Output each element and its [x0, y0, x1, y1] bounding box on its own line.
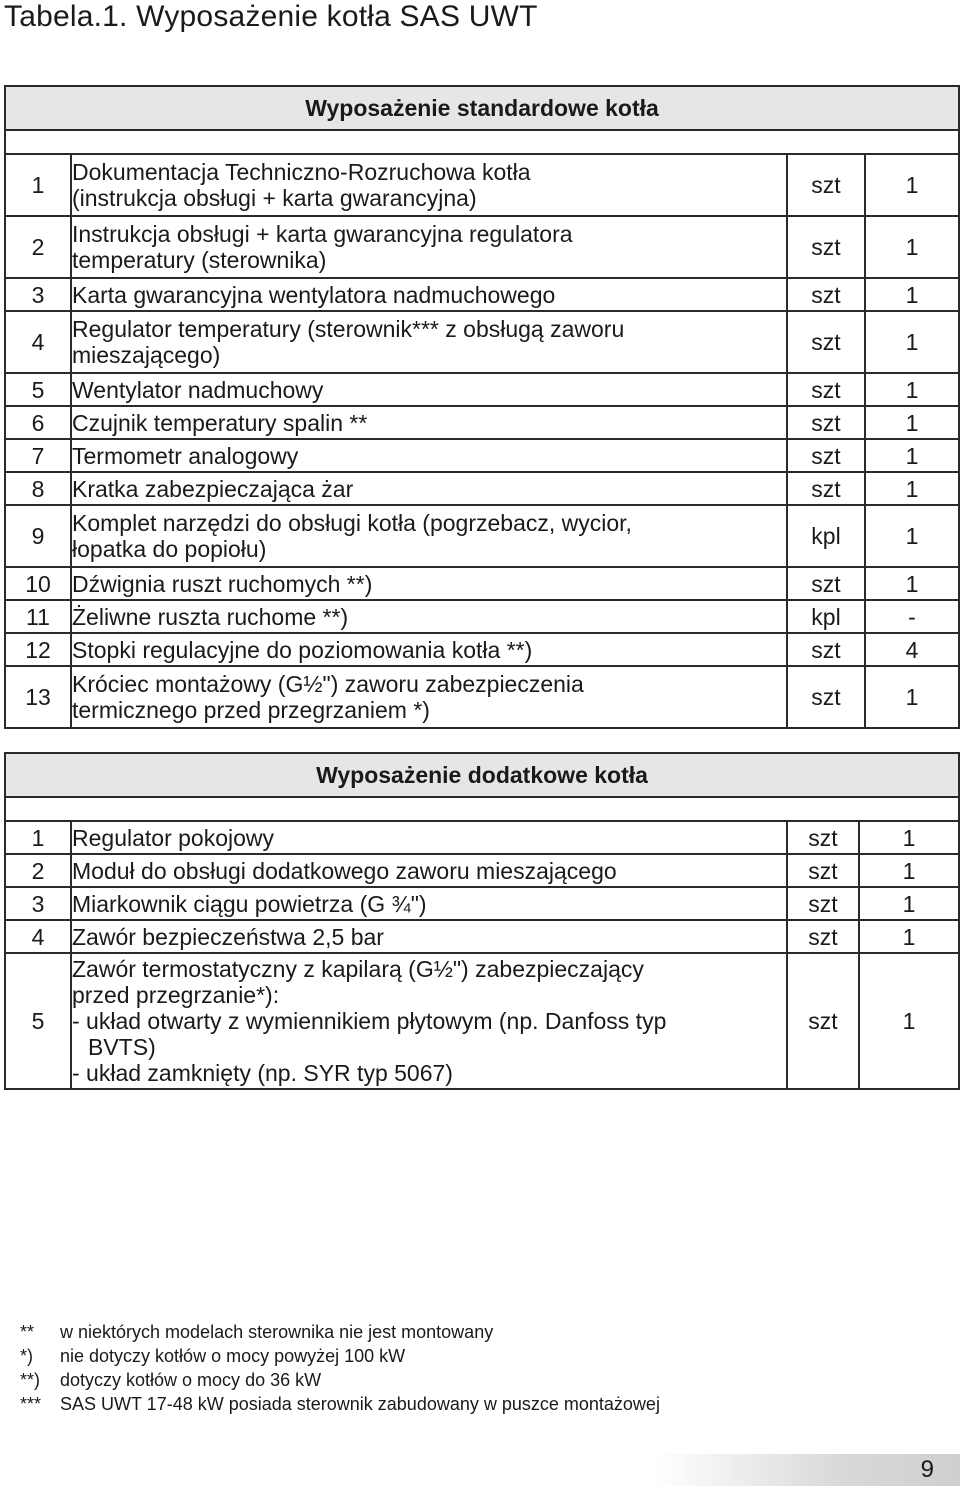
description-line: Komplet narzędzi do obsługi kotła (pogrzebacz, wycior, [72, 510, 632, 536]
row-unit: szt [787, 567, 865, 600]
row-quantity: 1 [865, 666, 959, 728]
description-line: Dźwignia ruszt ruchomych **) [72, 570, 373, 597]
row-unit: szt [787, 154, 865, 216]
row-number: 4 [5, 920, 71, 953]
row-number: 3 [5, 887, 71, 920]
row-unit: szt [787, 278, 865, 311]
table-row [5, 472, 959, 505]
description-line: Termometr analogowy [72, 442, 299, 469]
row-number: 13 [5, 666, 71, 728]
standard-section-heading: Wyposażenie standardowe kotła [5, 86, 959, 130]
description-line: Żeliwne ruszta ruchome **) [72, 603, 349, 630]
row-quantity: 1 [859, 920, 959, 953]
row-unit: szt [787, 821, 859, 854]
table-row [5, 953, 959, 1089]
row-quantity: 1 [865, 567, 959, 600]
description-line: przed przegrzanie*): [72, 982, 280, 1008]
table-row [5, 406, 959, 439]
description-line: mieszającego) [72, 342, 221, 368]
row-number: 10 [5, 567, 71, 600]
row-description [71, 887, 787, 920]
footnote-mark: *) [20, 1346, 33, 1366]
row-quantity: 4 [865, 633, 959, 666]
row-quantity: 1 [865, 311, 959, 373]
row-quantity: 1 [859, 854, 959, 887]
row-unit: szt [787, 216, 865, 278]
footnote [20, 1344, 660, 1368]
row-number: 12 [5, 633, 71, 666]
row-unit: szt [787, 472, 865, 505]
row-quantity: 1 [865, 505, 959, 567]
row-unit: szt [787, 439, 865, 472]
row-description [71, 311, 787, 373]
row-quantity: 1 [865, 439, 959, 472]
row-description [71, 154, 787, 216]
description-line: Dokumentacja Techniczno-Rozruchowa kotła [72, 159, 531, 185]
footnote-text: nie dotyczy kotłów o mocy powyżej 100 kW [60, 1346, 406, 1366]
table-row [5, 154, 959, 216]
row-unit: szt [787, 406, 865, 439]
row-quantity: 1 [859, 887, 959, 920]
row-unit: szt [787, 854, 859, 887]
description-line: Kratka zabezpieczająca żar [72, 475, 354, 502]
row-unit: szt [787, 953, 859, 1089]
row-quantity: 1 [859, 821, 959, 854]
table-row [5, 821, 959, 854]
description-line: - układ zamknięty (np. SYR typ 5067) [72, 1060, 453, 1086]
row-description [71, 406, 787, 439]
description-line: BVTS) [88, 1034, 156, 1060]
page-number-band [655, 1454, 960, 1486]
row-number: 7 [5, 439, 71, 472]
row-unit: szt [787, 920, 859, 953]
description-line: Króciec montażowy (G½") zaworu zabezpieczenia [72, 671, 584, 697]
row-unit: szt [787, 666, 865, 728]
row-number: 8 [5, 472, 71, 505]
description-line: temperatury (sterownika) [72, 247, 327, 273]
row-description [71, 278, 787, 311]
row-description [71, 821, 787, 854]
additional-rows [5, 821, 959, 1089]
row-number: 6 [5, 406, 71, 439]
table-row [5, 567, 959, 600]
description-line: - układ otwarty z wymiennikiem płytowym (np. Danfoss typ [72, 1008, 667, 1034]
row-description [71, 600, 787, 633]
row-description [71, 567, 787, 600]
row-quantity: 1 [865, 406, 959, 439]
table-row [5, 633, 959, 666]
row-number: 1 [5, 821, 71, 854]
spacer-row [5, 130, 959, 154]
description-line: Regulator temperatury (sterownik*** z obsługą zaworu [72, 316, 625, 342]
description-line: Karta gwarancyjna wentylatora nadmuchowego [72, 281, 556, 308]
footnote [20, 1320, 660, 1344]
row-quantity: 1 [865, 154, 959, 216]
description-line: (instrukcja obsługi + karta gwarancyjna) [72, 185, 477, 211]
description-line: Instrukcja obsługi + karta gwarancyjna regulatora [72, 221, 573, 247]
footnote [20, 1392, 660, 1416]
row-quantity: 1 [865, 216, 959, 278]
description-line: Czujnik temperatury spalin ** [72, 409, 368, 436]
row-unit: kpl [787, 505, 865, 567]
row-unit: szt [787, 887, 859, 920]
row-number: 5 [5, 373, 71, 406]
description-line: Stopki regulacyjne do poziomowania kotła **) [72, 636, 533, 663]
table-row [5, 439, 959, 472]
row-number: 2 [5, 216, 71, 278]
row-description [71, 472, 787, 505]
row-description [71, 953, 787, 1089]
row-quantity: 1 [865, 373, 959, 406]
row-description [71, 854, 787, 887]
row-number: 2 [5, 854, 71, 887]
row-unit: szt [787, 311, 865, 373]
table-row [5, 600, 959, 633]
description-line: łopatka do popiołu) [72, 536, 267, 562]
description-line: Zawór termostatyczny z kapilarą (G½") zabezpieczający [72, 956, 644, 982]
footnote-text: w niektórych modelach sterownika nie jest montowany [60, 1322, 494, 1342]
spacer-row [5, 797, 959, 821]
footnote-text: SAS UWT 17-48 kW posiada sterownik zabudowany w puszce montażowej [60, 1394, 660, 1414]
row-description [71, 920, 787, 953]
row-number: 9 [5, 505, 71, 567]
table-title: Tabela.1. Wyposażenie kotła SAS UWT [4, 0, 538, 33]
row-quantity: - [865, 600, 959, 633]
row-unit: szt [787, 373, 865, 406]
footnote-text: dotyczy kotłów o mocy do 36 kW [60, 1370, 322, 1390]
table-row [5, 278, 959, 311]
standard-equipment-table [4, 85, 960, 729]
row-number: 4 [5, 311, 71, 373]
row-description [71, 666, 787, 728]
table-row [5, 666, 959, 728]
footnote-mark: ** [20, 1322, 35, 1342]
description-line: Moduł do obsługi dodatkowego zaworu mieszającego [72, 857, 617, 884]
row-number: 3 [5, 278, 71, 311]
row-number: 5 [5, 953, 71, 1089]
row-description [71, 216, 787, 278]
table-row [5, 920, 959, 953]
footnotes [20, 1320, 660, 1416]
footnote [20, 1368, 660, 1392]
table-row [5, 887, 959, 920]
row-description [71, 633, 787, 666]
additional-section-heading: Wyposażenie dodatkowe kotła [5, 753, 959, 797]
page-number: 9 [920, 1456, 934, 1483]
row-unit: szt [787, 633, 865, 666]
description-line: Miarkownik ciągu powietrza (G ¾") [72, 890, 427, 917]
row-unit: kpl [787, 600, 865, 633]
description-line: Regulator pokojowy [72, 824, 275, 851]
table-row [5, 505, 959, 567]
footnote-mark: **) [20, 1370, 41, 1390]
row-quantity: 1 [859, 953, 959, 1089]
row-number: 11 [5, 600, 71, 633]
table-row [5, 854, 959, 887]
row-description [71, 439, 787, 472]
row-number: 1 [5, 154, 71, 216]
row-quantity: 1 [865, 472, 959, 505]
row-quantity: 1 [865, 278, 959, 311]
standard-rows [5, 154, 959, 728]
table-row [5, 216, 959, 278]
footnote-mark: *** [20, 1394, 42, 1414]
description-line: Zawór bezpieczeństwa 2,5 bar [72, 923, 384, 950]
row-description [71, 505, 787, 567]
row-description [71, 373, 787, 406]
description-line: Wentylator nadmuchowy [72, 376, 324, 403]
description-line: termicznego przed przegrzaniem *) [72, 697, 430, 723]
table-row [5, 373, 959, 406]
additional-equipment-table [4, 752, 960, 1090]
table-row [5, 311, 959, 373]
